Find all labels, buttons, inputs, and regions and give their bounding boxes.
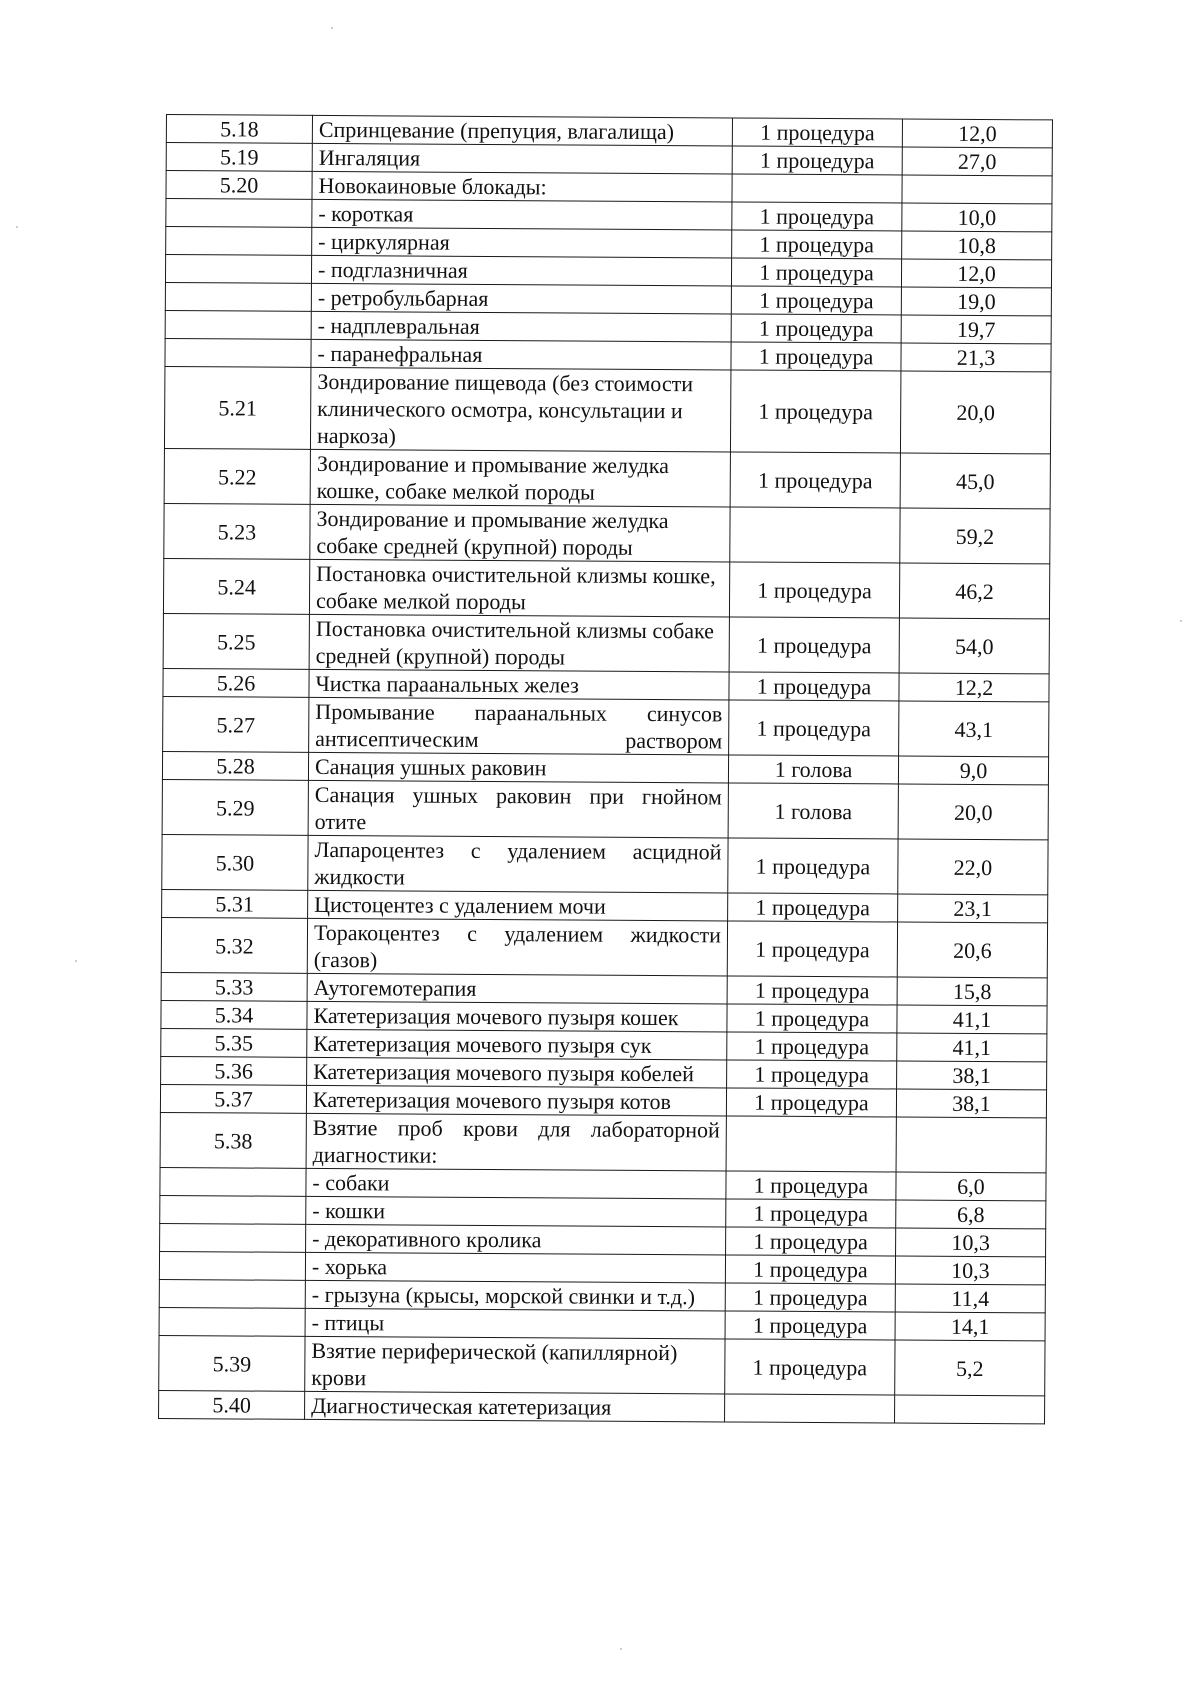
- service-name: - декоративного кролика: [306, 1224, 726, 1255]
- service-name: - паранефральная: [311, 339, 731, 370]
- service-price: [902, 175, 1052, 204]
- service-name: Зондирование пищевода (без стоимости клинического осмотра, консультации и наркоза): [310, 367, 730, 452]
- unit-of-measure: 1 процедура: [727, 1004, 897, 1033]
- unit-of-measure: 1 процедура: [726, 1171, 896, 1200]
- unit-of-measure: 1 процедура: [730, 452, 900, 508]
- unit-of-measure: 1 процедура: [732, 146, 902, 175]
- unit-of-measure: 1 процедура: [732, 118, 902, 147]
- service-price: 12,2: [899, 673, 1049, 702]
- service-name: Катетеризация мочевого пузыря котов: [306, 1085, 726, 1116]
- unit-of-measure: [730, 507, 900, 563]
- row-number: 5.37: [160, 1084, 306, 1113]
- service-price: 10,8: [902, 231, 1052, 260]
- service-name: - короткая: [312, 199, 732, 230]
- service-price: 14,1: [895, 1312, 1045, 1341]
- unit-of-measure: 1 процедура: [729, 672, 899, 701]
- unit-of-measure: 1 процедура: [727, 976, 897, 1005]
- scan-speck: [331, 27, 333, 29]
- row-number: [165, 255, 311, 284]
- service-name: Постановка очистительной клизмы кошке, собаке мелкой породы: [309, 559, 729, 617]
- service-price: 20,6: [897, 922, 1047, 978]
- unit-of-measure: 1 процедура: [726, 1088, 896, 1117]
- service-name: Взятие периферической (капиллярной) крови: [305, 1336, 725, 1394]
- service-name: - подглазничная: [311, 255, 731, 286]
- table-row: [162, 779, 1048, 839]
- service-price: 23,1: [898, 894, 1048, 923]
- unit-of-measure: 1 процедура: [731, 258, 901, 287]
- row-number: 5.29: [162, 779, 308, 835]
- table-row: [164, 366, 1050, 453]
- service-price: [896, 1117, 1046, 1173]
- service-price: 5,2: [895, 1340, 1045, 1396]
- unit-of-measure: 1 процедура: [731, 342, 901, 371]
- service-price: 15,8: [897, 977, 1047, 1006]
- service-name: Лапароцентез с удалением асцидной жидкости: [308, 835, 728, 893]
- row-number: 5.39: [159, 1335, 305, 1391]
- service-price: 27,0: [902, 147, 1052, 176]
- unit-of-measure: 1 голова: [728, 755, 898, 784]
- service-price: 10,3: [896, 1228, 1046, 1257]
- table-row: [164, 503, 1050, 563]
- price-table: [158, 114, 1053, 1424]
- service-price: 12,0: [902, 119, 1052, 148]
- row-number: [166, 199, 312, 228]
- row-number: 5.32: [161, 917, 307, 973]
- service-name: Зондирование и промывание желудка кошке, собаке мелкой породы: [310, 449, 730, 507]
- unit-of-measure: [726, 1116, 896, 1172]
- service-price: 12,0: [901, 259, 1051, 288]
- table-row: [164, 448, 1050, 508]
- unit-of-measure: 1 голова: [728, 783, 898, 839]
- service-name: - циркулярная: [312, 227, 732, 258]
- service-name: Спринцевание (препуция, влагалища): [312, 115, 732, 146]
- service-name: Катетеризация мочевого пузыря сук: [307, 1029, 727, 1060]
- row-number: [166, 227, 312, 256]
- unit-of-measure: 1 процедура: [731, 314, 901, 343]
- service-name: - хорька: [305, 1252, 725, 1283]
- row-number: 5.40: [159, 1390, 305, 1419]
- service-name: Аутогемотерапия: [307, 973, 727, 1004]
- unit-of-measure: [725, 1394, 895, 1423]
- unit-of-measure: 1 процедура: [727, 1060, 897, 1089]
- scan-speck: [620, 1648, 622, 1650]
- row-number: [165, 282, 311, 311]
- service-price: 19,0: [901, 287, 1051, 316]
- service-price: 11,4: [895, 1284, 1045, 1313]
- row-number: [159, 1307, 305, 1336]
- service-price: 6,0: [896, 1172, 1046, 1201]
- unit-of-measure: 1 процедура: [727, 921, 897, 977]
- unit-of-measure: 1 процедура: [728, 838, 898, 894]
- service-price: 21,3: [901, 343, 1051, 372]
- service-name: Ингаляция: [312, 143, 732, 174]
- unit-of-measure: 1 процедура: [729, 700, 899, 756]
- service-price: 22,0: [898, 839, 1048, 895]
- service-name: Катетеризация мочевого пузыря кошек: [307, 1001, 727, 1032]
- row-number: [160, 1195, 306, 1224]
- service-price: 54,0: [899, 618, 1049, 674]
- row-number: 5.33: [161, 972, 307, 1001]
- row-number: 5.31: [162, 889, 308, 918]
- service-price: 45,0: [900, 453, 1050, 509]
- row-number: 5.24: [163, 558, 309, 614]
- unit-of-measure: 1 процедура: [725, 1311, 895, 1340]
- unit-of-measure: 1 процедура: [725, 1339, 895, 1395]
- table-row: [163, 696, 1049, 756]
- service-name: - грызуна (крысы, морской свинки и т.д.): [305, 1280, 725, 1311]
- service-name: Катетеризация мочевого пузыря кобелей: [307, 1057, 727, 1088]
- service-name: - собаки: [306, 1168, 726, 1199]
- scan-speck: [75, 960, 77, 962]
- service-price: 9,0: [898, 756, 1048, 785]
- unit-of-measure: 1 процедура: [729, 562, 899, 618]
- row-number: 5.25: [163, 613, 309, 669]
- row-number: 5.35: [161, 1028, 307, 1057]
- row-number: 5.36: [161, 1056, 307, 1085]
- row-number: 5.22: [164, 448, 310, 504]
- table-row: [159, 1390, 1045, 1423]
- row-number: 5.28: [162, 751, 308, 780]
- service-price: [895, 1395, 1045, 1424]
- unit-of-measure: 1 процедура: [732, 202, 902, 231]
- row-number: 5.34: [161, 1000, 307, 1029]
- service-price: 10,0: [902, 203, 1052, 232]
- unit-of-measure: 1 процедура: [727, 1032, 897, 1061]
- service-name: - кошки: [306, 1196, 726, 1227]
- row-number: [165, 310, 311, 339]
- unit-of-measure: 1 процедура: [726, 1227, 896, 1256]
- service-price: 38,1: [896, 1089, 1046, 1118]
- scan-speck: [16, 226, 18, 228]
- unit-of-measure: [732, 174, 902, 203]
- service-name: Чистка параанальных желез: [309, 669, 729, 700]
- service-name: - надплевральная: [311, 311, 731, 342]
- table-row: [161, 917, 1047, 977]
- service-price: 19,7: [901, 315, 1051, 344]
- service-price: 41,1: [897, 1033, 1047, 1062]
- unit-of-measure: 1 процедура: [728, 893, 898, 922]
- unit-of-measure: 1 процедура: [729, 617, 899, 673]
- unit-of-measure: 1 процедура: [725, 1283, 895, 1312]
- row-number: 5.38: [160, 1112, 306, 1168]
- row-number: 5.21: [164, 366, 310, 449]
- unit-of-measure: 1 процедура: [725, 1255, 895, 1284]
- service-name: Санация ушных раковин: [308, 752, 728, 783]
- service-price: 43,1: [899, 701, 1049, 757]
- service-name: Постановка очистительной клизмы собаке средней (крупной) породы: [309, 614, 729, 672]
- row-number: 5.18: [166, 115, 312, 144]
- row-number: [165, 338, 311, 367]
- unit-of-measure: 1 процедура: [731, 286, 901, 315]
- scan-speck: [1180, 620, 1182, 622]
- service-name: Торакоцентез с удалением жидкости (газов): [307, 918, 727, 976]
- row-number: 5.19: [166, 143, 312, 172]
- service-price: 59,2: [900, 508, 1050, 564]
- service-name: Промывание параанальных синусов антисептическим раствором: [309, 697, 729, 755]
- service-name: - ретробульбарная: [311, 283, 731, 314]
- service-name: Диагностическая катетеризация: [305, 1391, 725, 1422]
- service-price: 46,2: [899, 563, 1049, 619]
- service-price: 10,3: [895, 1256, 1045, 1285]
- service-price: 20,0: [900, 371, 1050, 454]
- service-price: 20,0: [898, 784, 1048, 840]
- row-number: 5.27: [163, 696, 309, 752]
- row-number: 5.30: [162, 834, 308, 890]
- table-row: [163, 558, 1049, 618]
- table-row: [159, 1335, 1045, 1395]
- unit-of-measure: 1 процедура: [732, 230, 902, 259]
- table-row: [160, 1112, 1046, 1172]
- row-number: 5.20: [166, 171, 312, 200]
- unit-of-measure: 1 процедура: [730, 370, 900, 453]
- table-row: [162, 834, 1048, 894]
- service-price: 6,8: [896, 1200, 1046, 1229]
- service-name: Зондирование и промывание желудка собаке средней (крупной) породы: [310, 504, 730, 562]
- service-price: 41,1: [897, 1005, 1047, 1034]
- row-number: [159, 1251, 305, 1280]
- row-number: 5.23: [164, 503, 310, 559]
- row-number: 5.26: [163, 668, 309, 697]
- row-number: [160, 1167, 306, 1196]
- service-price: 38,1: [897, 1061, 1047, 1090]
- price-table-body: [159, 115, 1053, 1424]
- row-number: [159, 1279, 305, 1308]
- table-row: [163, 613, 1049, 673]
- row-number: [160, 1223, 306, 1252]
- service-name: - птицы: [305, 1308, 725, 1339]
- service-name: Новокаиновые блокады:: [312, 171, 732, 202]
- service-name: Санация ушных раковин при гнойном отите: [308, 780, 728, 838]
- unit-of-measure: 1 процедура: [726, 1199, 896, 1228]
- service-name: Цистоцентез с удалением мочи: [308, 890, 728, 921]
- service-name: Взятие проб крови для лабораторной диагностики:: [306, 1113, 726, 1171]
